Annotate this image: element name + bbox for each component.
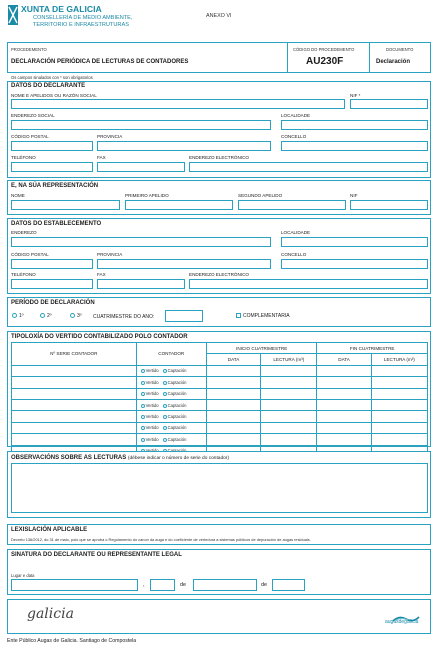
col-serial-header: Nº SERIE CONTADOR [12, 343, 137, 366]
day-field[interactable] [150, 579, 175, 591]
declarant-title: DATOS DO DECLARANTE [11, 83, 86, 89]
meter-type-cell [136, 422, 206, 433]
radio-circle-icon[interactable] [163, 369, 167, 373]
col-start-header: INICIO CUATRIMESTRE [206, 343, 317, 354]
est-fax-field[interactable] [97, 279, 185, 289]
period-title: PERÍODO DE DECLARACIÓN [11, 300, 95, 306]
xunta-logo [8, 5, 18, 25]
serial-cell[interactable] [12, 388, 137, 399]
dept-line-2: TERRITORIO E INFRAESTRUTURAS [33, 22, 129, 28]
title-divider-2 [369, 42, 370, 73]
document-label: DOCUMENTO [386, 47, 414, 52]
legislation-title: LEXISLACIÓN APLICABLE [11, 527, 88, 533]
discharge-option[interactable] [141, 414, 159, 419]
meter-row [12, 377, 428, 388]
place-field[interactable] [11, 579, 138, 591]
start-date-cell[interactable] [206, 377, 260, 388]
capture-option-label: Captación [167, 425, 187, 431]
discharge-option[interactable] [141, 391, 159, 396]
rep-nif-field[interactable] [350, 200, 428, 210]
footer-entity: Ente Público Augas de Galicia. Santiago de Compostela [7, 638, 137, 644]
discharge-option-label: Vertido [145, 425, 159, 431]
est-phone-field[interactable] [11, 279, 93, 289]
start-date-cell[interactable] [206, 399, 260, 410]
end-reading-cell[interactable] [371, 365, 427, 376]
quarter-label: CUATRIMESTRE DO ANO: [93, 314, 155, 320]
end-reading-cell[interactable] [371, 377, 427, 388]
capture-option-label: Captación [167, 368, 187, 374]
rep-surname2-label: SEGUNDO APELIDO [238, 193, 283, 198]
est-council-label: CONCELLO [281, 252, 307, 257]
discharge-option[interactable] [141, 425, 159, 430]
col-end-header: FIN CUATRIMESTRE [317, 343, 428, 354]
meter-type-cell [136, 377, 206, 388]
declarant-name-field[interactable] [11, 99, 345, 109]
radio-circle-icon[interactable] [141, 404, 145, 408]
radio-circle-icon[interactable] [163, 392, 167, 396]
representative-title: E, NA SÚA REPRESENTACIÓN [11, 183, 99, 189]
est-province-label: PROVINCIA [97, 252, 123, 257]
est-postal-label: CÓDIGO POSTAL [11, 252, 49, 257]
radio-circle-icon[interactable] [141, 415, 145, 419]
legislation-text: Decreto 136/2012, do 31 de maio, polo que se aproba o Regulamento do canon da auga e do coeficiente de vertedura a sistemas públicos de depuración de augas residuais. [11, 537, 311, 542]
rep-name-field[interactable] [11, 200, 120, 210]
capture-option[interactable] [163, 380, 187, 385]
discharge-option-label: Vertido [145, 379, 159, 385]
rep-name-label: NOME [11, 193, 25, 198]
capture-option-label: Captación [167, 402, 187, 408]
discharge-option-label: Vertido [145, 436, 159, 442]
meters-table [11, 342, 428, 457]
annex-label: ANEXO VI [206, 13, 232, 19]
checkbox-icon[interactable] [236, 313, 241, 318]
est-locality-label: LOCALIDADE [281, 230, 311, 235]
title-divider-1 [287, 42, 288, 73]
start-date-cell[interactable] [206, 434, 260, 445]
meter-type-cell [136, 399, 206, 410]
capture-option[interactable] [163, 403, 187, 408]
end-reading-cell[interactable] [371, 422, 427, 433]
capture-option-label: Captación [167, 391, 187, 397]
declarant-nif-field[interactable] [350, 99, 428, 109]
est-council-field[interactable] [281, 259, 428, 269]
declarant-locality-field[interactable] [281, 120, 428, 130]
radio-circle-icon[interactable] [163, 426, 167, 430]
radio-circle-icon[interactable] [141, 426, 145, 430]
establishment-title: DATOS DO ESTABLECEMENTO [11, 221, 102, 227]
declarant-fax-field[interactable] [97, 162, 185, 172]
period-option-1[interactable] [12, 313, 24, 319]
start-reading-cell[interactable] [261, 377, 317, 388]
org-name: XUNTA DE GALICIA [21, 4, 102, 14]
start-reading-cell[interactable] [261, 399, 317, 410]
radio-circle-icon[interactable] [70, 313, 75, 318]
start-date-cell[interactable] [206, 422, 260, 433]
end-date-cell[interactable] [317, 365, 371, 376]
year-sign-field[interactable] [272, 579, 305, 591]
title-box [7, 42, 431, 73]
discharge-option[interactable] [141, 437, 159, 442]
declarant-address-label: ENDEREZO SOCIAL [11, 113, 55, 118]
declarant-email-field[interactable] [189, 162, 428, 172]
meter-row [12, 422, 428, 433]
end-date-cell[interactable] [317, 388, 371, 399]
de-separator-2: de [261, 582, 267, 588]
meter-type-cell [136, 411, 206, 422]
est-fax-label: FAX [97, 272, 106, 277]
start-reading-cell[interactable] [261, 434, 317, 445]
capture-option[interactable] [163, 414, 187, 419]
serial-cell[interactable] [12, 365, 137, 376]
col-meter-header: CONTADOR [136, 343, 206, 366]
discharge-option-label: Vertido [145, 368, 159, 374]
meter-row [12, 365, 428, 376]
augas-logo-icon [392, 610, 420, 619]
meter-row [12, 434, 428, 445]
code-label: CÓDIGO DO PROCEDEMENTO [293, 47, 355, 52]
capture-option-label: Captación [167, 436, 187, 442]
de-separator-1: de [180, 582, 186, 588]
end-reading-cell[interactable] [371, 388, 427, 399]
declarant-province-label: PROVINCIA [97, 134, 123, 139]
declarant-council-label: CONCELLO [281, 134, 307, 139]
est-postal-field[interactable] [11, 259, 93, 269]
serial-cell[interactable] [12, 411, 137, 422]
discharge-option-label: Vertido [145, 391, 159, 397]
radio-circle-icon[interactable] [163, 438, 167, 442]
start-reading-cell[interactable] [261, 422, 317, 433]
radio-circle-icon[interactable] [141, 369, 145, 373]
procedure-code: AU230F [306, 56, 344, 67]
meter-row [12, 399, 428, 410]
est-email-field[interactable] [189, 279, 428, 289]
complementary-option[interactable] [236, 313, 290, 319]
end-reading-cell[interactable] [371, 399, 427, 410]
est-address-label: ENDEREZO [11, 230, 37, 235]
period-option-2-label: 2º [47, 313, 52, 319]
capture-option[interactable] [163, 425, 187, 430]
declarant-phone-label: TELÉFONO [11, 155, 36, 160]
serial-cell[interactable] [12, 377, 137, 388]
declarant-name-label: NOME E APELIDOS OU RAZÓN SOCIAL [11, 93, 97, 98]
end-date-cell[interactable] [317, 411, 371, 422]
observations-field[interactable] [11, 463, 428, 513]
start-date-cell[interactable] [206, 411, 260, 422]
period-option-1-label: 1º [19, 313, 24, 319]
end-date-cell[interactable] [317, 399, 371, 410]
declarant-postal-label: CÓDIGO POSTAL [11, 134, 49, 139]
radio-circle-icon[interactable] [40, 313, 45, 318]
declarant-email-label: ENDEREZO ELECTRÓNICO [189, 155, 249, 160]
declarant-nif-label: NIF * [350, 93, 361, 98]
radio-circle-icon[interactable] [163, 381, 167, 385]
period-option-3[interactable] [70, 313, 82, 319]
est-email-label: ENDEREZO ELECTRÓNICO [189, 272, 249, 277]
meter-row [12, 411, 428, 422]
declarant-phone-field[interactable] [11, 162, 93, 172]
end-date-cell[interactable] [317, 377, 371, 388]
est-phone-label: TELÉFONO [11, 272, 36, 277]
meter-type-cell [136, 365, 206, 376]
dept-line-1: CONSELLERÍA DE MEDIO AMBIENTE, [33, 15, 133, 21]
start-reading-cell[interactable] [261, 365, 317, 376]
discharge-option-label: Vertido [145, 402, 159, 408]
month-field[interactable] [193, 579, 257, 591]
declarant-locality-label: LOCALIDADE [281, 113, 311, 118]
discharge-option[interactable] [141, 380, 159, 385]
meter-type-cell [136, 388, 206, 399]
period-option-3-label: 3º [77, 313, 82, 319]
declarant-address-field[interactable] [11, 120, 271, 130]
signature-title: SINATURA DO DECLARANTE OU REPRESENTANTE LEGAL [11, 552, 182, 558]
observations-title [11, 455, 229, 461]
start-date-cell[interactable] [206, 365, 260, 376]
observations-title-text: OBSERVACIÓNS SOBRE AS LECTURAS [11, 455, 127, 461]
complementary-label: COMPLEMENTARIA [243, 313, 290, 319]
required-note: Os campos sinalados con * son obrigatorios [11, 75, 93, 80]
declarant-postal-field[interactable] [11, 141, 93, 151]
capture-option[interactable] [163, 391, 187, 396]
radio-circle-icon[interactable] [141, 381, 145, 385]
radio-circle-icon[interactable] [12, 313, 17, 318]
est-address-field[interactable] [11, 237, 271, 247]
radio-circle-icon[interactable] [163, 404, 167, 408]
end-date-cell[interactable] [317, 422, 371, 433]
procedure-title: DECLARACIÓN PERIÓDICA DE LECTURAS DE CONTADORES [11, 59, 189, 65]
col-end-reading: LECTURA (m³) [371, 354, 427, 365]
rep-surname2-field[interactable] [238, 200, 346, 210]
end-reading-cell[interactable] [371, 434, 427, 445]
est-province-field[interactable] [97, 259, 271, 269]
col-start-date: DATA [206, 354, 260, 365]
procedure-label: PROCEDEMENTO [11, 47, 47, 52]
radio-circle-icon[interactable] [141, 438, 145, 442]
rep-surname1-field[interactable] [125, 200, 233, 210]
typology-title: TIPOLOXÍA DO VERTIDO CONTABILIZADO POLO CONTADOR [11, 334, 188, 340]
est-locality-field[interactable] [281, 237, 428, 247]
col-start-reading: LECTURA (m³) [261, 354, 317, 365]
radio-circle-icon[interactable] [141, 392, 145, 396]
observations-subtitle: (débese indicar o número de serie do contador) [127, 456, 229, 461]
col-end-date: DATA [317, 354, 371, 365]
start-date-cell[interactable] [206, 388, 260, 399]
period-option-2[interactable] [40, 313, 52, 319]
meter-row [12, 388, 428, 399]
comma-separator: , [143, 582, 145, 588]
capture-option-label: Captación [167, 379, 187, 385]
galicia-logo: galicia [27, 606, 74, 622]
discharge-option[interactable] [141, 403, 159, 408]
declarant-fax-label: FAX [97, 155, 106, 160]
document-value: Declaración [376, 59, 411, 65]
discharge-option-label: Vertido [145, 414, 159, 420]
capture-option-label: Captación [167, 414, 187, 420]
end-reading-cell[interactable] [371, 411, 427, 422]
rep-surname1-label: PRIMEIRO APELIDO [125, 193, 169, 198]
start-reading-cell[interactable] [261, 388, 317, 399]
start-reading-cell[interactable] [261, 411, 317, 422]
meter-type-cell [136, 434, 206, 445]
place-date-label: Lugar e data [11, 573, 35, 578]
discharge-option[interactable] [141, 368, 159, 373]
year-field[interactable] [165, 310, 203, 322]
end-date-cell[interactable] [317, 434, 371, 445]
declarant-council-field[interactable] [281, 141, 428, 151]
serial-cell[interactable] [12, 399, 137, 410]
declarant-province-field[interactable] [97, 141, 271, 151]
rep-nif-label: NIF [350, 193, 358, 198]
capture-option[interactable] [163, 437, 187, 442]
capture-option[interactable] [163, 368, 187, 373]
radio-circle-icon[interactable] [163, 415, 167, 419]
serial-cell[interactable] [12, 422, 137, 433]
serial-cell[interactable] [12, 434, 137, 445]
augas-logo-text: augasdegalicia [385, 619, 419, 625]
